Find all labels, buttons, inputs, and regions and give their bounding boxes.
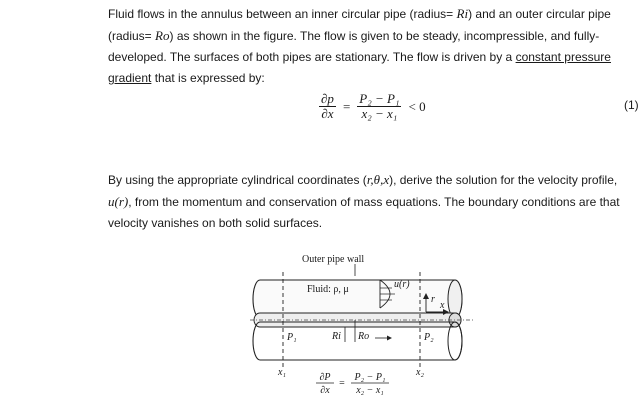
rhs-denominator: x₂ − x₁ (361, 106, 398, 121)
rhs-fraction (357, 92, 401, 121)
lhs-fraction (319, 92, 336, 121)
coordinates-symbol: r,θ,x (366, 172, 390, 187)
velocity-profile-symbol: u(r) (108, 194, 129, 209)
grad-rhs-denominator: x₂ − x₁ (356, 385, 384, 396)
ri-label: Ri (332, 331, 341, 342)
x2-label: x₂ (416, 367, 424, 378)
p1-text-3: ) as shown in the figure. The flow is given to be steady, incompressible, and fully-developed. The surfaces of both pipes are stationary. The flow is driven by a (108, 29, 600, 64)
grad-rhs-numerator: P₂ − P₁ (354, 372, 386, 383)
p1-label: P₁ (287, 332, 297, 343)
outer-radius-symbol: Ro (155, 28, 170, 43)
ro-label: Ro (358, 331, 370, 342)
p2-text-3: , from the momentum and conservation of mass equations. The boundary conditions are that velocity vanishes on both solid surfaces. (108, 195, 620, 230)
inner-pipe (254, 313, 461, 327)
x1-label: x₁ (278, 367, 286, 378)
p2-text-1: By using the appropriate cylindrical coordinates ( (108, 173, 367, 187)
outer-pipe-wall-label: Outer pipe wall (302, 254, 365, 265)
problem-paragraph-1 (108, 3, 636, 89)
x-axis-label: x (440, 300, 445, 311)
inequality: < 0 (408, 98, 426, 114)
p1-text-2: ) and an outer circular pipe (radius= (108, 7, 611, 43)
p1-text-1: Fluid flows in the annulus between an inner circular pipe (radius= (108, 7, 457, 21)
pressure-gradient-equation (315, 92, 429, 121)
r-axis-label: r (431, 294, 435, 305)
velocity-profile-label: u(r) (394, 279, 410, 290)
fluid-properties-label: Fluid: ρ, μ (307, 284, 349, 295)
p2-text-2: ), derive the solution for the velocity profile, (389, 173, 618, 187)
p1-text-4: that is expressed by: (151, 71, 265, 85)
grad-numerator: ∂P (319, 372, 331, 383)
grad-equals: = (339, 378, 345, 389)
outer-pipe-upper-end (448, 280, 462, 318)
lhs-denominator: ∂x (321, 106, 334, 121)
lhs-numerator: ∂p (321, 91, 334, 106)
outer-pipe-lower-end (448, 322, 462, 360)
p2-label: P₂ (424, 332, 434, 343)
pressure-gradient-phrase: constant pressure gradient (108, 50, 611, 85)
grad-denominator: ∂x (320, 385, 330, 396)
flow-arrow-head (387, 336, 392, 341)
inner-radius-symbol: Ri (456, 6, 469, 21)
equals-sign: = (342, 98, 351, 114)
annulus-flow-figure (250, 250, 475, 400)
problem-paragraph-2 (108, 169, 636, 234)
equation-number: (1) (624, 98, 639, 112)
rhs-numerator: P₂ − P₁ (359, 91, 400, 106)
